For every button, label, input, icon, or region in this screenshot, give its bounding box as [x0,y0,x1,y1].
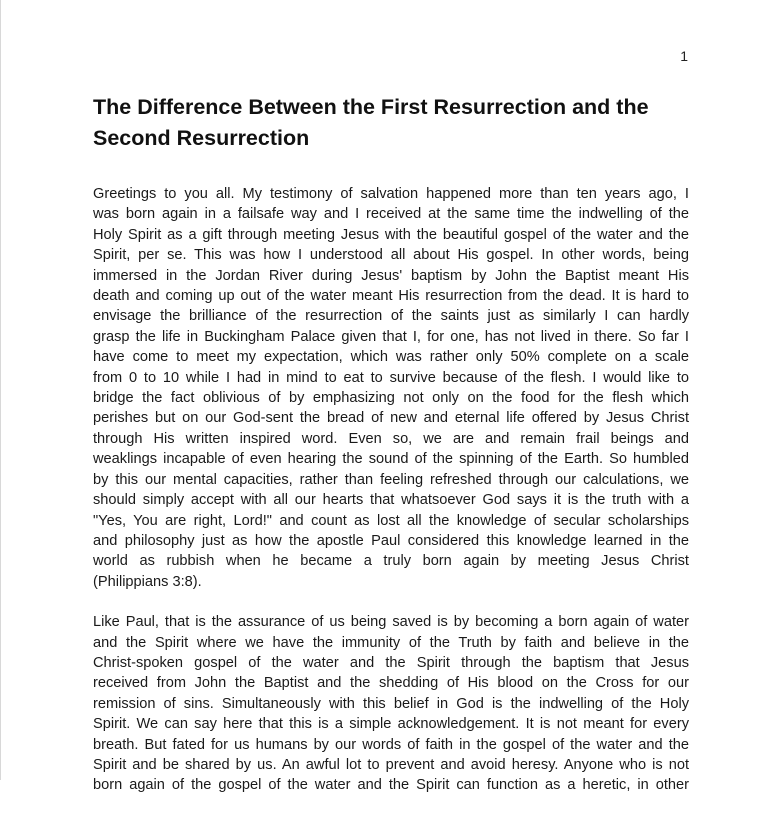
text-line: death and coming up out of the water meant His resurrection from the dead. It is hard to [93,288,689,305]
text-line: Greetings to you all. My testimony of salvation happened more than ten years ago, I [93,186,689,202]
title-line: The Difference Between the First Resurrection and the [93,95,649,119]
text-line: Like Paul, that is the assurance of us being saved is by becoming a born again of water [93,614,689,631]
text-line: born again of the gospel of the water and the Spirit can function as a heretic, in other [93,777,689,794]
text-line: remission of sins. Simultaneously with this belief in God is the indwelling of the Holy [93,695,689,712]
text-line: received from John the Baptist and the shedding of His blood on the Cross for our [93,675,689,692]
text-line: immersed in the Jordan River during Jesus' baptism by John the Baptist meant His [93,267,689,284]
text-line: perishes but on our God-sent the bread of new and eternal life offered by Jesus Christ [93,410,689,427]
text-line: Spirit. We can say here that this is a simple acknowledgement. It is not meant for every [93,716,689,733]
text-line: breath. But fated for us humans by our words of faith in the gospel of the water and the [93,736,689,753]
text-line: Spirit, per se. This was how I understood all about His gospel. In other words, being [93,247,689,264]
text-line: bridge the fact oblivious of by emphasizing not only on the food for the flesh which [93,390,689,407]
text-line: Holy Spirit as a gift through meeting Jesus with the beautiful gospel of the water and the [93,226,689,243]
text-line: "Yes, You are right, Lord!" and count as lost all the knowledge of secular scholarships [93,512,689,529]
document-body [93,184,689,816]
text-line: Christ-spoken gospel of the water and the Spirit through the baptism that Jesus [93,654,689,671]
text-line: from 0 to 10 while I had in mind to eat to survive because of the flesh. I would like to [93,369,689,386]
document-title [93,92,703,154]
text-line: envisage the brilliance of the resurrection of the saints just as similarly I can hardly [93,308,689,325]
title-line: Second Resurrection [93,126,310,150]
text-line: by this our mental capacities, rather than feeling refreshed through our calculations, we [93,471,689,488]
text-line: (Philippians 3:8). [93,573,202,590]
paragraph-1 [93,184,689,592]
text-line: world as rubbish when he became a truly born again by meeting Jesus Christ [93,553,689,570]
paragraph-2 [93,612,689,796]
text-line: was born again in a failsafe way and I received at the same time the indwelling of the [93,206,689,223]
text-line: should simply accept with all our hearts that whatsoever God says it is the truth with a [93,492,689,509]
text-line: and the Spirit where we have the immunity of the Truth by faith and believe in the [93,634,689,651]
text-line: weaklings incapable of even hearing the sound of the spinning of the Earth. So humbled [93,451,689,468]
text-line: and philosophy just as how the apostle Paul considered this knowledge learned in the [93,532,689,549]
text-line: Spirit and be shared by us. An awful lot to prevent and avoid heresy. Anyone who is not [93,756,689,773]
text-line: grasp the life in Buckingham Palace given that I, for one, has not lived in there. So far I [93,328,689,345]
page-number: 1 [680,48,688,64]
text-line: have come to meet my expectation, which was rather only 50% complete on a scale [93,349,689,366]
text-line: through His written inspired word. Even so, we are and remain frail beings and [93,430,689,447]
